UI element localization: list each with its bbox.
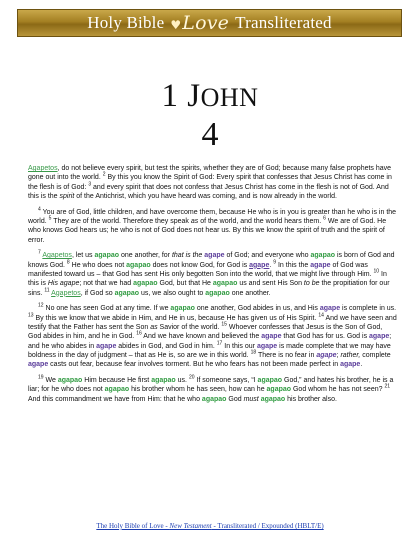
header-banner [17, 9, 402, 37]
book-title: 1 JOHN [161, 78, 259, 114]
banner-title-right: Transliterated [235, 13, 332, 32]
banner-love-word: ♥Love [170, 12, 230, 34]
banner-title-left: Holy Bible [87, 13, 165, 32]
chapter-number: 4 [201, 116, 219, 153]
heart-icon: ♥ [170, 18, 182, 32]
paragraph-5: $^{19}$ We agapao Him because He first agapao us. $^{20}$ If someone says, “I agapao God,” and hates his brother, he is a liar; for he who does not agapao his brother whom he has seen, how can he agapao God whom he has not seen? $^{21}$ And this commandment we have from Him: that he who agapao God must agapao his brother also. [28, 374, 394, 403]
paragraph-1: Agapetos, do not believe every spirit, but test the spirits, whether they are of God; because many false prophets have gone out into the world. $^2$ By this you know the Spirit of God: Every spirit that confesses that Jesus Christ has come in the flesh is of God: $^3$ and every spirit that does not confess that Jesus Christ has come in the flesh is not of God. And this is the spirit of the Antichrist, which you have heard was coming, and is now already in the world. [28, 165, 392, 200]
chapter-text [28, 164, 397, 410]
paragraph-2: $^4$ You are of God, little children, and have overcome them, because He who is in you is greater than he who is in the world. $^5$ They are of the world. Therefore they speak as of the world, and the world hears them. $^6$ We are of God. He who knows God hears us; he who is not of God does not hear us. By this we know the spirit of truth and the spirit of error. [28, 206, 397, 244]
paragraph-3: $^7$ Agapetos, let us agapao one another, for that is the agape of God; and everyone who agapao is born of God and knows God. $^8$ He who does not agapao does not know God, for God is agape. $^9$ In this the agape of God was manifested toward us – that God has sent His only begotten Son into the world, that we might live through Him. $^{10}$ In this is His agape; not that we had agapao God, but that He agapao us and sent His Son to be the propitiation for our sins. $^{11}$ Agapetos, if God so agapao us, we also ought to agapao one another. [28, 250, 395, 297]
paragraph-4: $^{12}$ No one has seen God at any time. If we agapao one another, God abides in us, and His agape is complete in us. $^{13}$ By this we know that we abide in Him, and He in us, because He has given us of His Spirit. $^{14}$ And we have seen and testify that the Father has sent the Son as Savior of the world. $^{15}$ Whoever confesses that Jesus is the Son of God, God abides in him, and he in God. $^{16}$ And we have known and believed the agape that God has for us. God is agape; and he who abides in agape abides in God, and God in him. $^{17}$ In this our agape is made complete that we may have boldness in the day of judgment – that as He is, so are we in this world. $^{18}$ There is no fear in agape; rather, complete agape casts out fear, because fear involves torment. But he who fears has not been made perfect in agape. [28, 303, 397, 369]
footer-link[interactable]: The Holy Bible of Love - New Testament - Transliterated / Expounded (HBLT/E) [96, 522, 324, 530]
